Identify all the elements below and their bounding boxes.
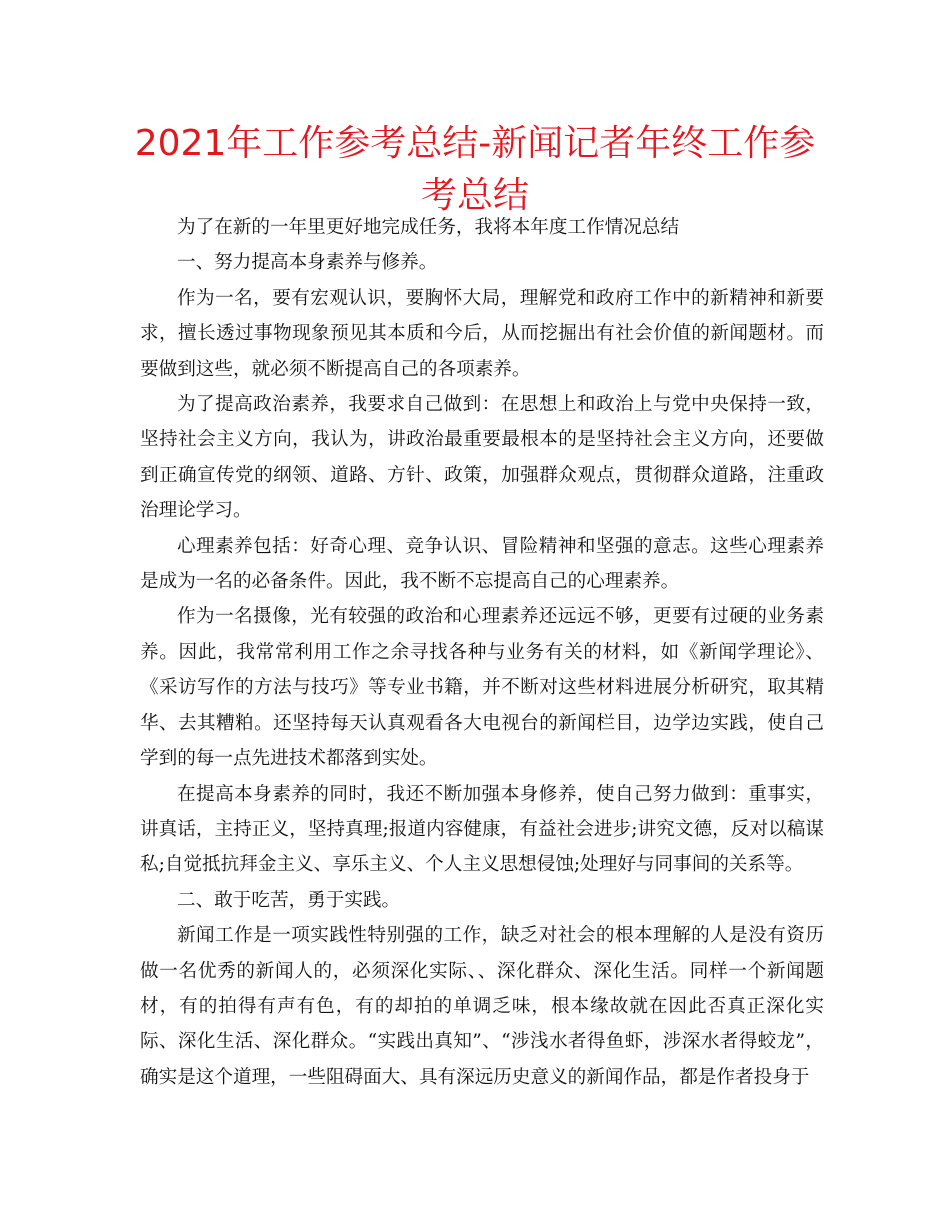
document-body bbox=[140, 210, 824, 1095]
document-title: 2021年工作参考总结-新闻记者年终工作参考总结 bbox=[134, 123, 816, 216]
section-heading-1: 一、努力提高本身素养与修养。 bbox=[177, 252, 438, 274]
paragraph: 新闻工作是一项实践性特别强的工作，缺乏对社会的根本理解的人是没有资历做一名优秀的新闻人的，必须深化实际、、深化群众、深化生活。同样一个新闻题材，有的拍得有声有色，有的却拍的单调乏味，根本缘故就在因此否真正深化实际、深化生活、深化群众。“实践出真知”、“涉浅水者得鱼虾，涉深水者得蛟龙”，确实是这个道理，一些阻碍面大、具有深远历史意义的新闻作品，都是作者投身于 bbox=[140, 925, 824, 1088]
paragraph: 作为一名，要有宏观认识，要胸怀大局，理解党和政府工作中的新精神和新要求，擅长透过事物现象预见其本质和今后，从而挖掘出有社会价值的新闻题材。而要做到这些，就必须不断提高自己的各项素养。 bbox=[140, 287, 824, 380]
paragraph: 在提高本身素养的同时，我还不断加强本身修养，使自己努力做到：重事实，讲真话，主持正义，坚持真理;报道内容健康，有益社会进步;讲究文德，反对以稿谋私;自觉抵抗拜金主义、享乐主义、个人主义思想侵蚀;处理好与同事间的关系等。 bbox=[140, 783, 824, 876]
paragraph: 作为一名摄像，光有较强的政治和心理素养还远远不够，更要有过硬的业务素养。因此，我常常利用工作之余寻找各种与业务有关的材料，如《新闻学理论》、《采访写作的方法与技巧》等专业书籍，并不断对这些材料进展分析研究，取其精华、去其糟粕。还坚持每天认真观看各大电视台的新闻栏目，边学边实践，使自己学到的每一点先进技术都落到实处。 bbox=[140, 606, 824, 770]
paragraph: 心理素养包括：好奇心理、竞争认识、冒险精神和坚强的意志。这些心理素养是成为一名的必备条件。因此，我不断不忘提高自己的心理素养。 bbox=[140, 535, 824, 593]
paragraph: 为了提高政治素养，我要求自己做到：在思想上和政治上与党中央保持一致，坚持社会主义方向，我认为，讲政治最重要最根本的是坚持社会主义方向，还要做到正确宣传党的纲领、道路、方针、政策，加强群众观点，贯彻群众道路，注重政治理论学习。 bbox=[140, 394, 824, 522]
section-heading-2: 二、敢于吃苦，勇于实践。 bbox=[177, 889, 401, 911]
paragraph-intro: 为了在新的一年里更好地完成任务，我将本年度工作情况总结 bbox=[177, 217, 680, 238]
